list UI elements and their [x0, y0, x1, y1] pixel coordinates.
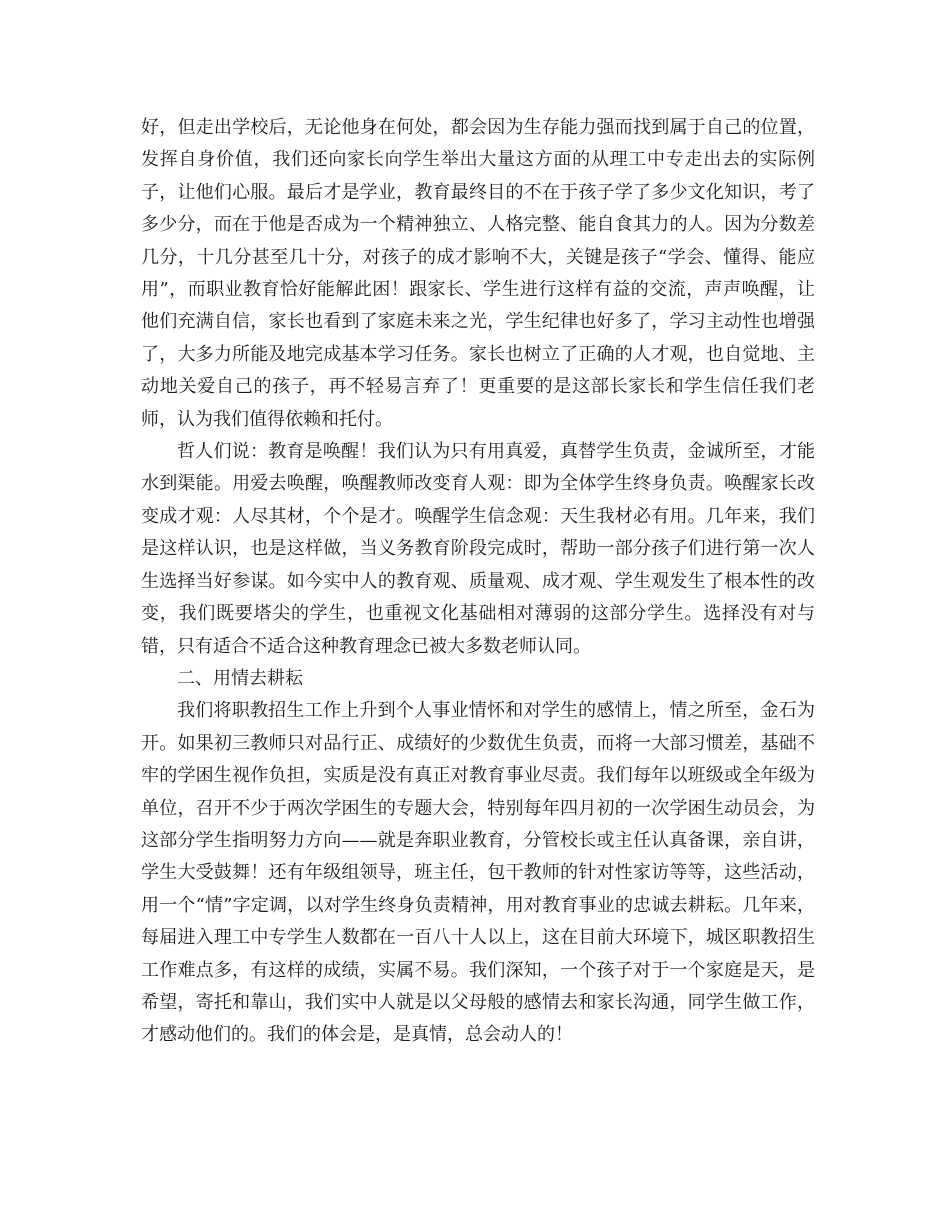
paragraph-cultivate-with-emotion: 我们将职教招生工作上升到个人事业情怀和对学生的感情上，情之所至，金石为开。如果初三教师只对品行正、成绩好的少数优生负责，而将一大部习惯差，基础不牢的学困生视作负担，实质是没有真正对教育事业尽责。我们每年以班级或全年级为单位，召开不少于两次学困生的专题大会，特别每年四月初的一次学困生动员会，为这部分学生指明努力方向——就是奔职业教育，分管校长或主任认真备课，亲自讲，学生大受鼓舞！还有年级组领导，班主任，包干教师的针对性家访等等，这些活动，用一个“情”字定调，以对学生终身负责精神，用对教育事业的忠诚去耕耘。几年来，每届进入理工中专学生人数都在一百八十人以上，这在目前大环境下，城区职教招生工作难点多，有这样的成绩，实属不易。我们深知，一个孩子对于一个家庭是天，是希望，寄托和靠山，我们实中人就是以父母般的感情去和家长沟通，同学生做工作，才感动他们的。我们的体会是，是真情，总会动人的！	[141, 700, 815, 1046]
document-page	[141, 112, 815, 1052]
paragraph-awakening: 哲人们说：教育是唤醒！我们认为只有用真爱，真替学生负责，金诚所至，才能水到渠能。用爱去唤醒，唤醒教师改变育人观：即为全体学生终身负责。唤醒家长改变成才观：人尽其材，个个是才。唤醒学生信念观：天生我材必有用。几年来，我们是这样认识，也是这样做，当义务教育阶段完成时，帮助一部分孩子们进行第一次人生选择当好参谋。如今实中人的教育观、质量观、成才观、学生观发生了根本性的改变，我们既要塔尖的学生，也重视文化基础相对薄弱的这部分学生。选择没有对与错，只有适合不适合这种教育理念已被大多数老师认同。	[141, 441, 815, 657]
section-heading: 二、用情去耕耘	[177, 667, 303, 689]
paragraph-continuation: 好，但走出学校后，无论他身在何处，都会因为生存能力强而找到属于自己的位置，发挥自身价值，我们还向家长向学生举出大量这方面的从理工中专走出去的实际例子，让他们心服。最后才是学业，教育最终目的不在于孩子学了多少文化知识，考了多少分，而在于他是否成为一个精神独立、人格完整、能自食其力的人。因为分数差几分，十几分甚至几十分，对孩子的成才影响不大，关键是孩子“学会、懂得、能应用”，而职业教育恰好能解此困！跟家长、学生进行这样有益的交流，声声唤醒，让他们充满自信，家长也看到了家庭未来之光，学生纪律也好多了，学习主动性也增强了，大多力所能及地完成基本学习任务。家长也树立了正确的人才观，也自觉地、主动地关爱自己的孩子，再不轻易言弃了！更重要的是这部长家长和学生信任我们老师，认为我们值得依赖和托付。	[141, 117, 815, 430]
